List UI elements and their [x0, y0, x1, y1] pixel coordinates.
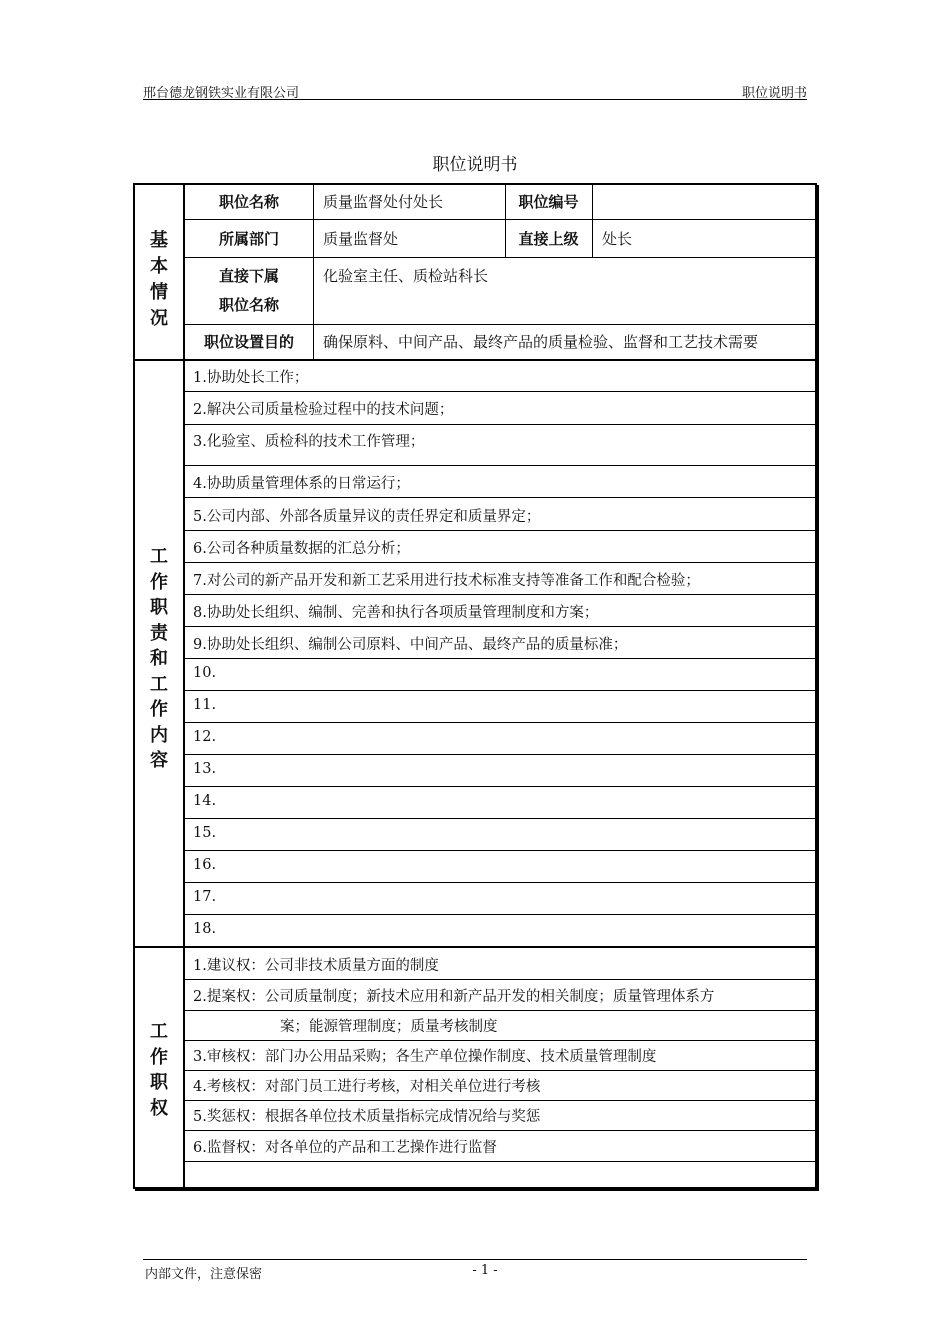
- authority-item: 4.考核权：对部门员工进行考核，对相关单位进行考核: [193, 1079, 541, 1095]
- authority-item: 5.奖惩权：根据各单位技术质量指标完成情况给与奖惩: [193, 1109, 541, 1125]
- authority-section-label: 工 作 职 权: [150, 1021, 168, 1119]
- page-title: 职位说明书: [432, 155, 518, 175]
- position-name-label: 职位名称: [218, 193, 279, 211]
- footer-note: 内部文件，注意保密: [145, 1267, 263, 1282]
- subordinate-label-line2: 职位名称: [218, 296, 279, 314]
- authority-item: 1.建议权：公司非技术质量方面的制度: [193, 958, 439, 974]
- authority-item: 3.审核权：部门办公用品采购；各生产单位操作制度、技术质量管理制度: [193, 1049, 657, 1065]
- position-name-value: 质量监督处付处长: [323, 193, 444, 211]
- basic-section-label: 基 本 情 况: [150, 230, 168, 329]
- duty-item: 3.化验室、质检科的技术工作管理；: [193, 434, 425, 450]
- duty-item: 15.: [193, 825, 217, 841]
- duty-item: 1.协助处长工作；: [193, 370, 309, 386]
- duty-item: 18.: [193, 921, 217, 937]
- duties-section-label: 工 作 职 责 和 工 作 内 容: [150, 546, 168, 771]
- department-value: 质量监督处: [323, 230, 399, 248]
- authority-item-continuation: 案；能源管理制度；质量考核制度: [280, 1019, 498, 1035]
- header-company: 邢台德龙钢铁实业有限公司: [143, 86, 300, 101]
- duty-item: 9.协助处长组织、编制公司原料、中间产品、最终产品的质量标准；: [193, 637, 628, 653]
- duty-item: 17.: [193, 889, 217, 905]
- authority-item: 2.提案权：公司质量制度；新技术应用和新产品开发的相关制度；质量管理体系方: [193, 989, 715, 1005]
- duty-item: 14.: [193, 793, 217, 809]
- duty-item: 6.公司各种质量数据的汇总分析；: [193, 541, 410, 557]
- page-number: - 1 -: [472, 1263, 498, 1278]
- duty-item: 16.: [193, 857, 217, 873]
- section-divider: [135, 946, 815, 948]
- section-divider: [135, 359, 815, 361]
- superior-value: 处长: [602, 230, 633, 248]
- duty-item: 5.公司内部、外部各质量异议的责任界定和质量界定；: [193, 509, 541, 525]
- position-code-label: 职位编号: [518, 193, 579, 211]
- duty-item: 10.: [193, 665, 217, 681]
- duty-item: 4.协助质量管理体系的日常运行；: [193, 476, 410, 492]
- duty-item: 11.: [193, 697, 217, 713]
- duty-item: 12.: [193, 729, 217, 745]
- purpose-label: 职位设置目的: [203, 333, 294, 351]
- header-divider: [143, 99, 807, 100]
- purpose-value: 确保原料、中间产品、最终产品的质量检验、监督和工艺技术需要: [323, 333, 759, 351]
- footer-divider: [143, 1259, 807, 1260]
- department-label: 所属部门: [218, 230, 279, 248]
- duty-item: 8.协助处长组织、编制、完善和执行各项质量管理制度和方案；: [193, 605, 599, 621]
- duty-item: 7.对公司的新产品开发和新工艺采用进行技术标准支持等准备工作和配合检验；: [193, 573, 700, 589]
- subordinates-value: 化验室主任、质检站科长: [323, 267, 489, 285]
- duty-item: 13.: [193, 761, 217, 777]
- authority-item: 6.监督权：对各单位的产品和工艺操作进行监督: [193, 1140, 497, 1156]
- superior-label: 直接上级: [518, 230, 579, 248]
- header-doc-type: 职位说明书: [741, 86, 807, 101]
- duty-item: 2.解决公司质量检验过程中的技术问题；: [193, 402, 454, 418]
- subordinate-label-line1: 直接下属: [218, 267, 279, 285]
